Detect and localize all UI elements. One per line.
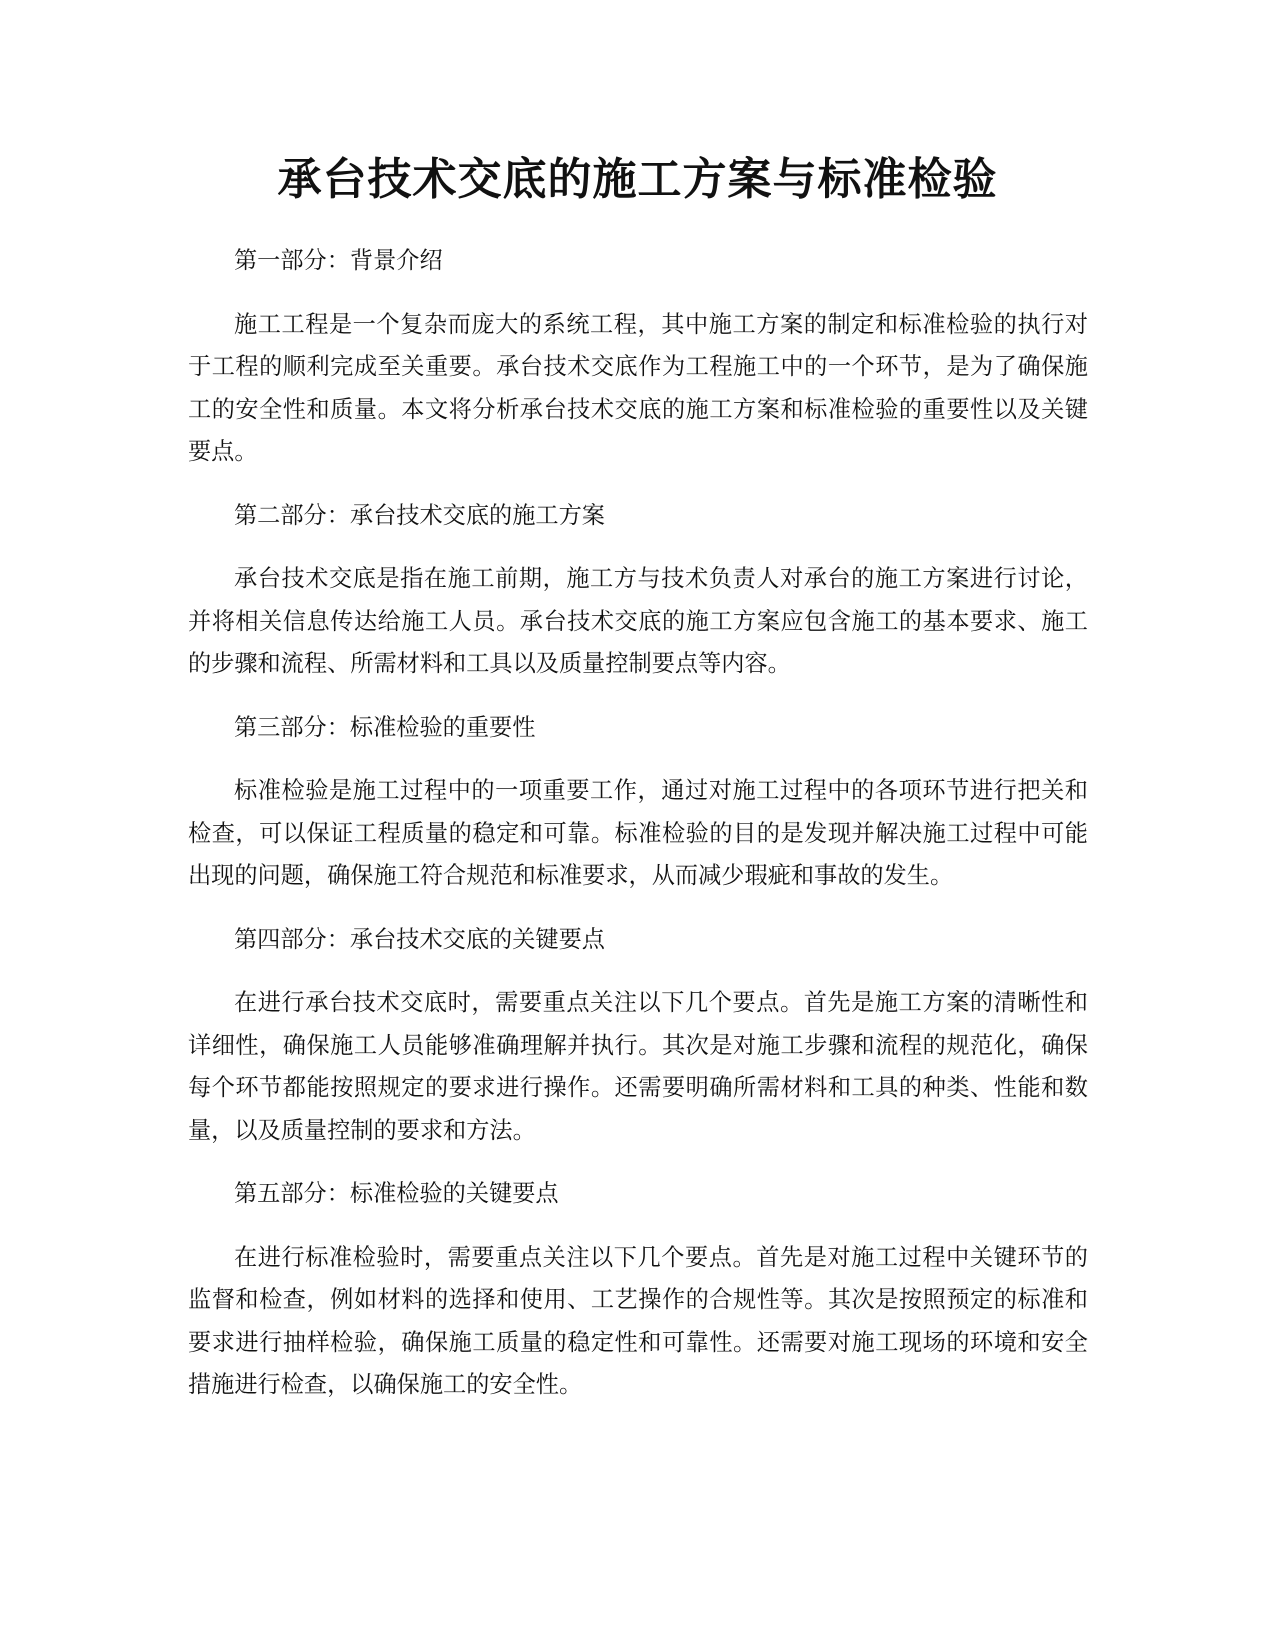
section-3-paragraph: 标准检验是施工过程中的一项重要工作，通过对施工过程中的各项环节进行把关和检查，可以保证工程质量的稳定和可靠。标准检验的目的是发现并解决施工过程中可能出现的问题，确保施工符合规范和标准要求，从而减少瑕疵和事故的发生。 [188, 777, 1088, 889]
section-3-heading: 第三部分：标准检验的重要性 [234, 713, 536, 741]
section-5-paragraph: 在进行标准检验时，需要重点关注以下几个要点。首先是对施工过程中关键环节的监督和检查，例如材料的选择和使用、工艺操作的合规性等。其次是按照预定的标准和要求进行抽样检验，确保施工质量的稳定性和可靠性。还需要对施工现场的环境和安全措施进行检查，以确保施工的安全性。 [188, 1243, 1088, 1398]
section-5-heading: 第五部分：标准检验的关键要点 [234, 1180, 559, 1207]
page-title: 承台技术交底的施工方案与标准检验 [277, 154, 998, 205]
section-2-paragraph: 承台技术交底是指在施工前期，施工方与技术负责人对承台的施工方案进行讨论，并将相关信息传达给施工人员。承台技术交底的施工方案应包含施工的基本要求、施工的步骤和流程、所需材料和工具以及质量控制要点等内容。 [188, 565, 1088, 677]
section-1-paragraph: 施工工程是一个复杂而庞大的系统工程，其中施工方案的制定和标准检验的执行对于工程的顺利完成至关重要。承台技术交底作为工程施工中的一个环节，是为了确保施工的安全性和质量。本文将分析承台技术交底的施工方案和标准检验的重要性以及关键要点。 [188, 310, 1088, 465]
section-4-paragraph: 在进行承台技术交底时，需要重点关注以下几个要点。首先是施工方案的清晰性和详细性，确保施工人员能够准确理解并执行。其次是对施工步骤和流程的规范化，确保每个环节都能按照规定的要求进行操作。还需要明确所需材料和工具的种类、性能和数量，以及质量控制的要求和方法。 [188, 989, 1088, 1144]
document-body [188, 240, 1088, 1428]
section-2-heading: 第二部分：承台技术交底的施工方案 [234, 501, 605, 529]
section-4-heading: 第四部分：承台技术交底的关键要点 [234, 925, 605, 953]
section-1-heading: 第一部分：背景介绍 [234, 247, 443, 274]
